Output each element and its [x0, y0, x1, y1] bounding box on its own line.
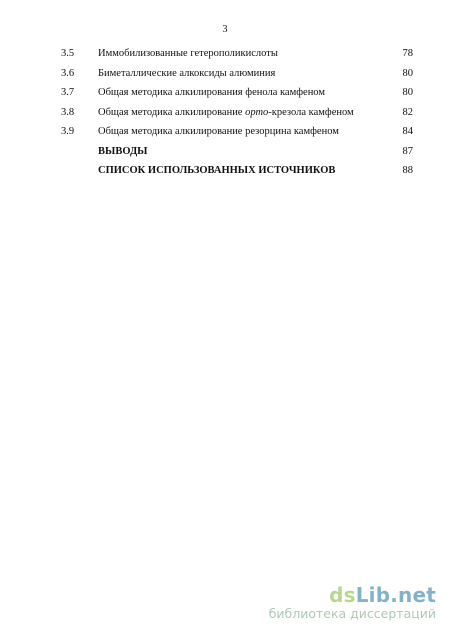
toc-section-number: 3.9	[61, 126, 75, 137]
watermark-logo-ds: ds	[329, 583, 356, 607]
toc-section-number: 3.6	[61, 67, 75, 79]
toc-page-number: 88	[402, 165, 413, 176]
toc-section-number: 3.8	[61, 106, 75, 118]
toc-page-number: 87	[402, 145, 413, 157]
toc-section-number: 3.5	[61, 48, 75, 59]
toc-row	[0, 83, 450, 103]
toc-page-number: 80	[402, 67, 413, 79]
toc-references-title: СПИСОК ИСПОЛЬЗОВАННЫХ ИСТОЧНИКОВ	[98, 165, 336, 176]
page-number: 3	[222, 24, 228, 35]
toc-title-part: Общая методика алкилирование	[98, 106, 246, 118]
toc-section-title: Биметаллические алкоксиды алюминия	[98, 67, 276, 79]
toc-page-number: 78	[402, 48, 413, 59]
toc-section-title: Общая методика алкилирование резорцина камфеном	[98, 126, 339, 137]
watermark	[269, 584, 436, 622]
toc-title-part: -крезола камфеном	[268, 106, 354, 118]
watermark-logo	[269, 584, 436, 606]
toc-page-number: 84	[402, 126, 413, 137]
toc-row	[0, 142, 450, 162]
toc-page-number: 80	[402, 87, 413, 98]
toc-section-title: Иммобилизованные гетерополикислоты	[98, 48, 278, 59]
toc-conclusions-title: ВЫВОДЫ	[98, 145, 148, 157]
watermark-logo-rest: Lib.net	[355, 583, 436, 607]
toc-page-number: 82	[402, 106, 413, 118]
toc-title-italic: орто	[245, 106, 269, 118]
toc-section-title: Общая методика алкилирования фенола камфеном	[98, 87, 326, 98]
toc-row	[0, 44, 450, 64]
toc-section-title	[98, 103, 354, 123]
toc-section-number: 3.7	[61, 87, 75, 98]
toc-row	[0, 64, 450, 84]
toc-row	[0, 103, 450, 123]
table-of-contents	[0, 44, 450, 181]
watermark-caption: библиотека диссертаций	[268, 606, 436, 621]
toc-row	[0, 161, 450, 181]
toc-row	[0, 122, 450, 142]
